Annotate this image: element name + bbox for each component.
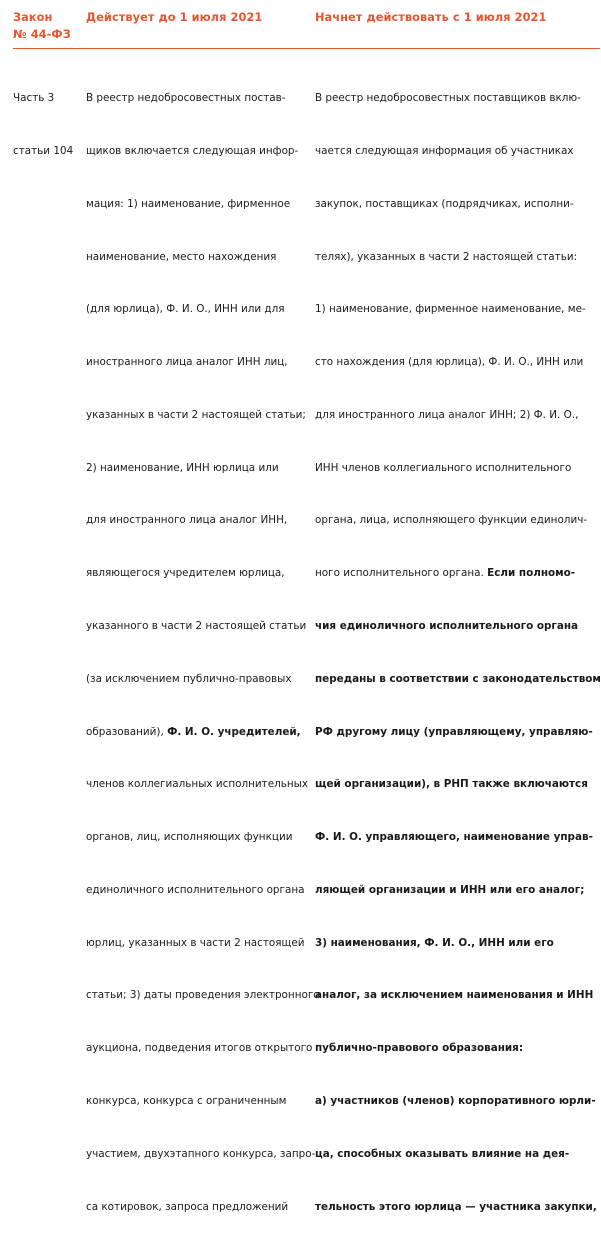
old-line: мация: 1) наименование, фирменное [86, 197, 291, 210]
old-line: органов, лиц, исполняющих функции [86, 831, 293, 844]
old-bold-founders: Ф. И. О. учредителей, [167, 725, 301, 738]
law-reference [13, 55, 73, 178]
old-line: конкурса, конкурса с ограниченным [86, 1095, 287, 1108]
old-line: 2) наименование, ИНН юрлица или [86, 461, 279, 474]
column-header-new: Начнет действовать с 1 июля 2021 [315, 11, 547, 24]
new-line: ИНН членов коллегиального исполнительного [315, 461, 572, 474]
column-header-old: Действует до 1 июля 2021 [86, 11, 263, 24]
new-line: закупок, поставщиках (подрядчиках, исполни- [315, 197, 574, 210]
old-line: для иностранного лица аналог ИНН, [86, 514, 288, 527]
old-line: са котировок, запроса предложений [86, 1200, 289, 1213]
old-line: щиков включается следующая инфор- [86, 144, 299, 157]
new-line: В реестр недобросовестных поставщиков вклю- [315, 92, 581, 105]
law-header-line2: № 44-ФЗ [13, 28, 71, 41]
old-line: (за исключением публично-правовых [86, 672, 292, 685]
old-line: участием, двухэтапного конкурса, запро- [86, 1147, 316, 1160]
new-text-column [315, 55, 601, 1234]
new-line-with-bold [315, 565, 601, 583]
old-line: аукциона, подведения итогов открытого [86, 1042, 313, 1055]
column-header-law [13, 9, 79, 43]
header-divider [13, 48, 600, 49]
new-bold-line: аналог, за исключением наименования и ИНН [315, 989, 594, 1002]
new-bold-line: ляющей организации и ИНН или его аналог; [315, 883, 585, 896]
old-text-column [86, 55, 320, 1234]
new-bold-line: а) участников (членов) корпоративного юрли- [315, 1095, 596, 1108]
old-line: иностранного лица аналог ИНН лиц, [86, 356, 288, 369]
old-line: статьи; 3) даты проведения электронного [86, 989, 320, 1002]
old-line: единоличного исполнительного органа [86, 883, 305, 896]
new-bold-line: щей организации), в РНП также включаются [315, 778, 588, 791]
new-line: чается следующая информация об участниках [315, 144, 574, 157]
new-bold-line: РФ другому лицу (управляющему, управляю- [315, 725, 593, 738]
old-line: (для юрлица), Ф. И. О., ИНН или для [86, 303, 285, 316]
old-line-with-bold [86, 724, 320, 742]
old-line: В реестр недобросовестных постав- [86, 92, 286, 105]
old-bold-prefix: образований), [86, 725, 168, 738]
new-bold-line: публично-правового образования: [315, 1042, 523, 1055]
new-line: для иностранного лица аналог ИНН; 2) Ф. И. О., [315, 408, 579, 421]
old-line: являющегося учредителем юрлица, [86, 567, 285, 580]
old-line: юрлиц, указанных в части 2 настоящей [86, 936, 305, 949]
new-line: сто нахождения (для юрлица), Ф. И. О., ИНН или [315, 356, 584, 369]
old-line: указанного в части 2 настоящей статьи [86, 620, 307, 632]
old-line: указанных в части 2 настоящей статьи; [86, 408, 306, 421]
old-line: членов коллегиальных исполнительных [86, 778, 309, 791]
new-line: 1) наименование, фирменное наименование, ме- [315, 303, 586, 316]
new-line: органа, лица, исполняющего функции единолич- [315, 514, 588, 527]
new-bold-line: тельность этого юрлица — участника закупки, [315, 1200, 597, 1213]
new-bold-line: Ф. И. О. управляющего, наименование управ- [315, 831, 593, 844]
new-bold-line: чия единоличного исполнительного органа [315, 620, 579, 632]
new-bold-line: ца, способных оказывать влияние на дея- [315, 1147, 570, 1160]
law-ref-line1: Часть 3 [13, 92, 55, 105]
new-bold-start: Если полномо- [487, 567, 576, 580]
old-line: наименование, место нахождения [86, 250, 277, 263]
new-line-tail: ного исполнительного органа. [315, 567, 484, 580]
new-line: телях), указанных в части 2 настоящей статьи: [315, 250, 578, 263]
new-bold-line: 3) наименования, Ф. И. О., ИНН или его [315, 936, 554, 949]
law-ref-line2: статьи 104 [13, 144, 74, 157]
new-bold-line: переданы в соответствии с законодательством [315, 672, 601, 685]
law-header-line1: Закон [13, 11, 53, 24]
